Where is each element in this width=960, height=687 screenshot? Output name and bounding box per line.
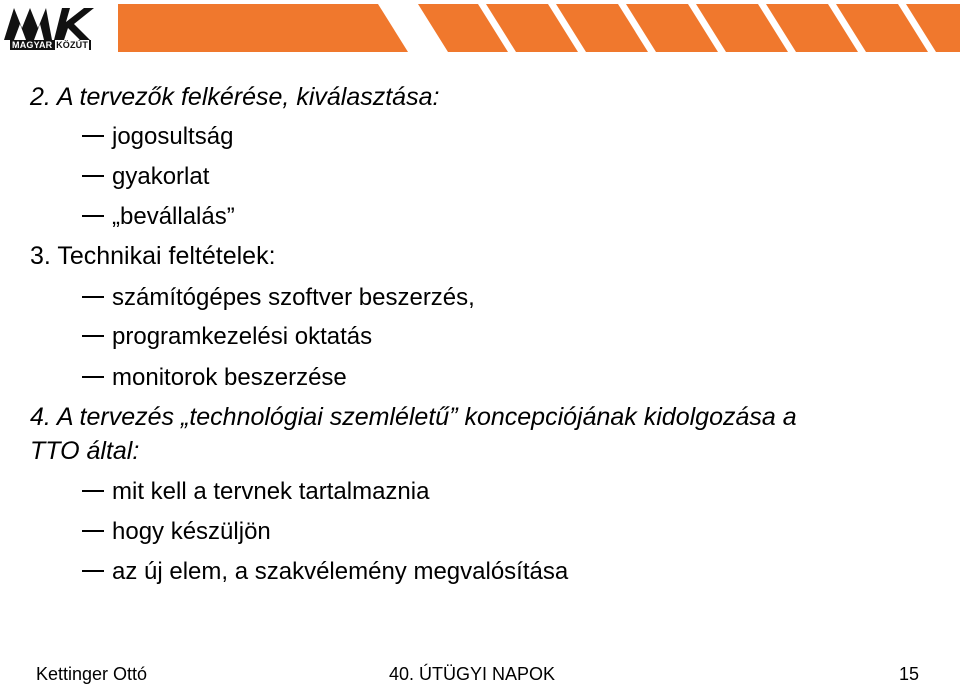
section-3-heading: 3. Technikai feltételek: — [30, 242, 276, 270]
list-item: jogosultság — [82, 123, 233, 151]
list-item: monitorok beszerzése — [82, 364, 347, 392]
orange-stripe-banner — [118, 4, 960, 52]
list-item: az új elem, a szakvélemény megvalósítása — [82, 558, 568, 586]
dash-bullet — [82, 175, 104, 177]
footer-author: Kettinger Ottó — [36, 664, 148, 684]
dash-bullet — [82, 490, 104, 492]
dash-bullet — [82, 215, 104, 217]
slide-header — [0, 0, 960, 56]
list-item: mit kell a tervnek tartalmaznia — [82, 478, 429, 506]
dash-bullet — [82, 530, 104, 532]
list-item: „bevállalás” — [82, 203, 235, 231]
list-item: gyakorlat — [82, 163, 209, 191]
dash-bullet — [82, 296, 104, 298]
list-item: számítógépes szoftver beszerzés, — [82, 284, 475, 312]
section-2-heading: 2. A tervezők felkérése, kiválasztása: — [30, 83, 440, 111]
list-item: hogy készüljön — [82, 518, 271, 546]
section-4-heading-line2: TTO által: — [30, 437, 140, 465]
dash-bullet — [82, 135, 104, 137]
page-number: 15 — [899, 664, 920, 684]
section-4-heading-line1: 4. A tervezés „technológiai szemléletű” koncepciójának kidolgozása a — [30, 403, 797, 431]
dash-bullet — [82, 376, 104, 378]
magyar-kozut-logo — [0, 0, 112, 56]
footer-event: 40. ÚTÜGYI NAPOK — [389, 664, 556, 684]
dash-bullet — [82, 570, 104, 572]
dash-bullet — [82, 335, 104, 337]
logo-wordmark: MAGYAR KÖZÚT — [10, 40, 91, 50]
list-item: programkezelési oktatás — [82, 323, 372, 351]
